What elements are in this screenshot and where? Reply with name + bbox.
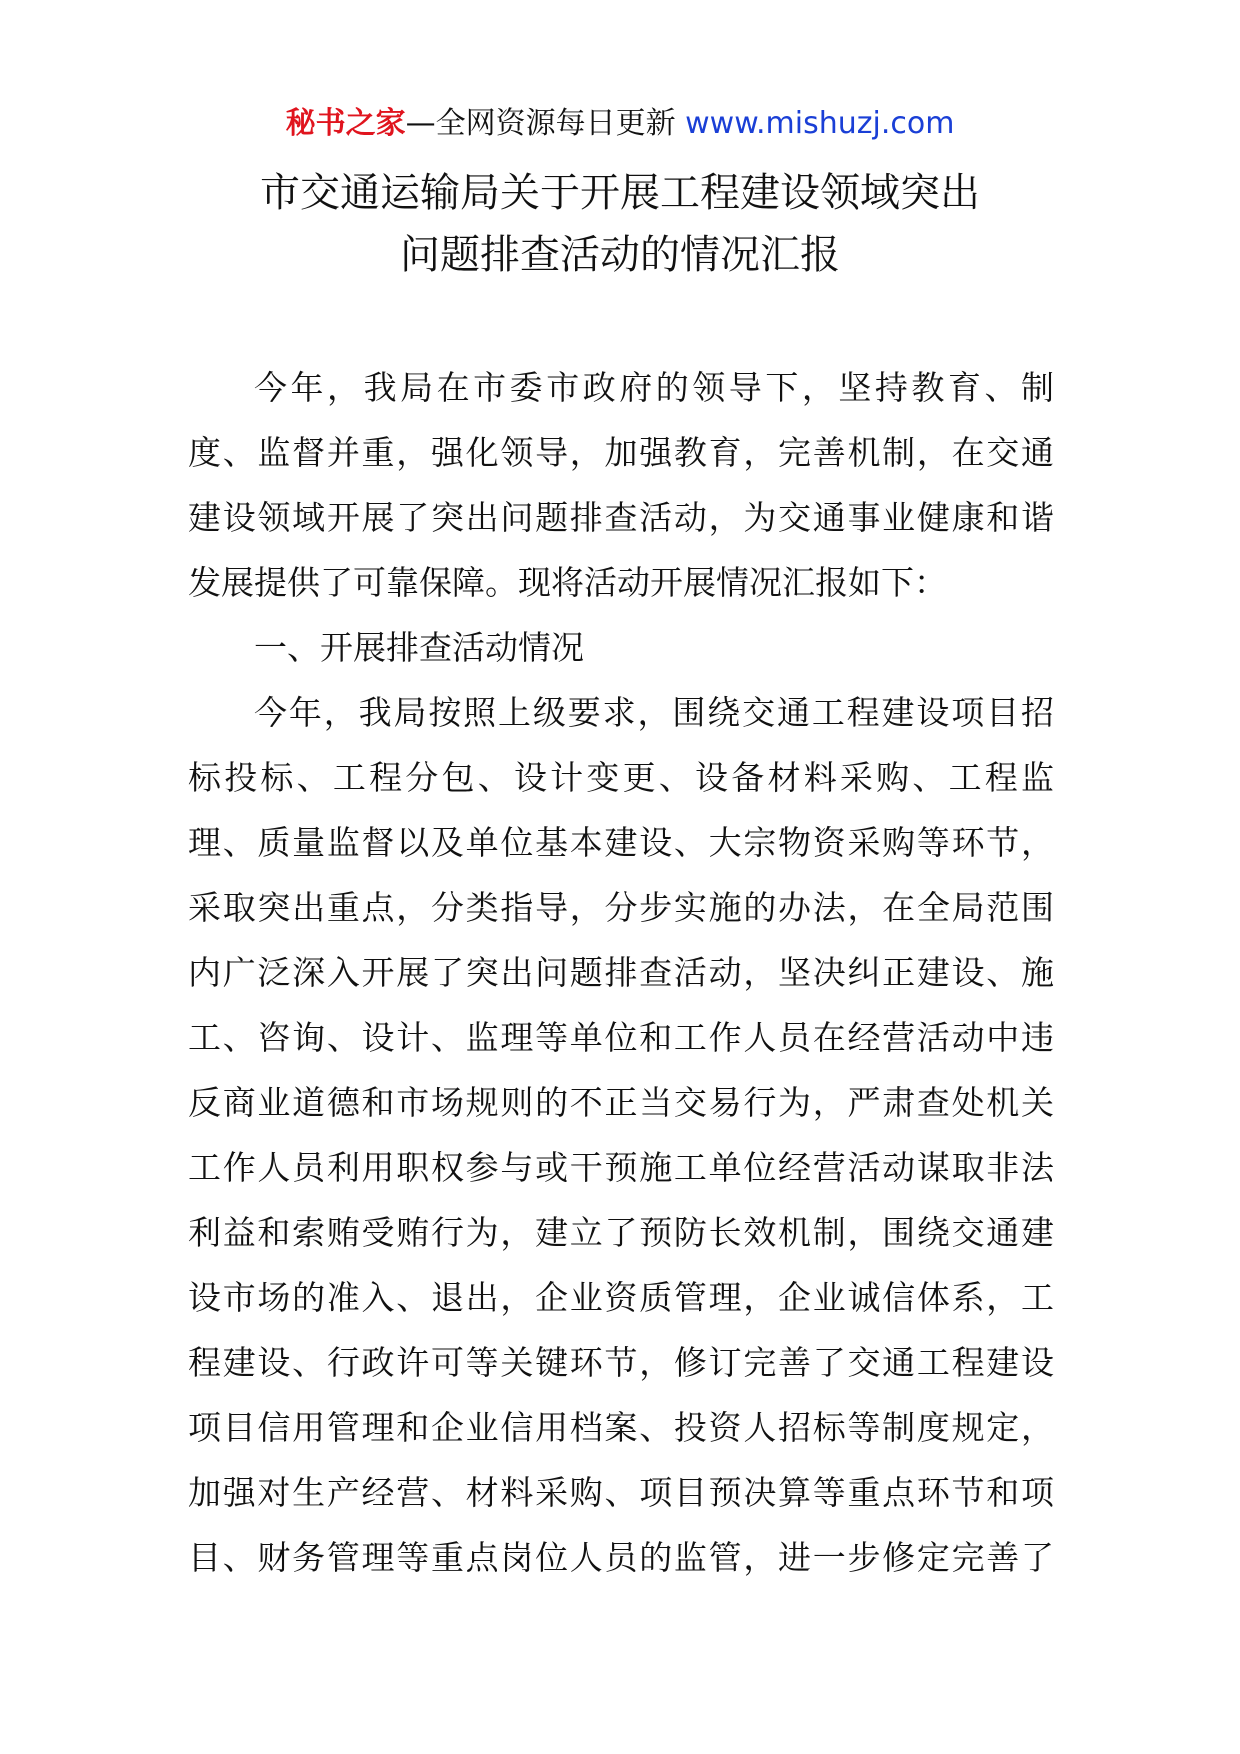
paragraph-2-line: 设市场的准入、退出，企业资质管理，企业诚信体系，工	[188, 1278, 1054, 1317]
paragraph-2-line: 内广泛深入开展了突出问题排查活动，坚决纠正建设、施	[188, 953, 1054, 992]
paragraph-2-line: 程建设、行政许可等关键环节，修订完善了交通工程建设	[188, 1343, 1054, 1382]
site-banner	[0, 102, 1240, 146]
paragraph-1-line: 发展提供了可靠保障。现将活动开展情况汇报如下：	[188, 563, 947, 602]
section-heading-1: 一、开展排查活动情况	[254, 628, 584, 667]
paragraph-2-line: 今年，我局按照上级要求，围绕交通工程建设项目招	[254, 693, 1054, 732]
banner-url-link[interactable]: www.mishuzj.com	[685, 106, 955, 141]
title-line-1: 市交通运输局关于开展工程建设领域突出	[260, 170, 980, 216]
paragraph-2-line: 项目信用管理和企业信用档案、投资人招标等制度规定，	[188, 1408, 1054, 1447]
paragraph-1-line: 今年，我局在市委市政府的领导下，坚持教育、制	[254, 368, 1054, 407]
banner-brand: 秘书之家	[285, 106, 406, 141]
banner-tagline: —全网资源每日更新	[405, 106, 676, 141]
paragraph-2-line: 反商业道德和市场规则的不正当交易行为，严肃查处机关	[188, 1083, 1054, 1122]
document-title	[150, 162, 1090, 286]
paragraph-2-line: 利益和索贿受贿行为，建立了预防长效机制，围绕交通建	[188, 1213, 1054, 1252]
paragraph-2-line: 工、咨询、设计、监理等单位和工作人员在经营活动中违	[188, 1018, 1054, 1057]
paragraph-2-line: 理、质量监督以及单位基本建设、大宗物资采购等环节，	[188, 823, 1054, 862]
paragraph-2-line: 工作人员利用职权参与或干预施工单位经营活动谋取非法	[188, 1148, 1054, 1187]
paragraph-2-line: 目、财务管理等重点岗位人员的监管，进一步修定完善了	[188, 1538, 1054, 1577]
paragraph-2-line: 加强对生产经营、材料采购、项目预决算等重点环节和项	[188, 1473, 1054, 1512]
paragraph-1-line: 度、监督并重，强化领导，加强教育，完善机制，在交通	[188, 433, 1054, 472]
title-line-2: 问题排查活动的情况汇报	[400, 232, 840, 278]
paragraph-2-line: 采取突出重点，分类指导，分步实施的办法，在全局范围	[188, 888, 1054, 927]
paragraph-1-line: 建设领域开展了突出问题排查活动，为交通事业健康和谐	[188, 498, 1054, 537]
paragraph-2-line: 标投标、工程分包、设计变更、设备材料采购、工程监	[188, 758, 1054, 797]
document-body	[188, 355, 1054, 1590]
